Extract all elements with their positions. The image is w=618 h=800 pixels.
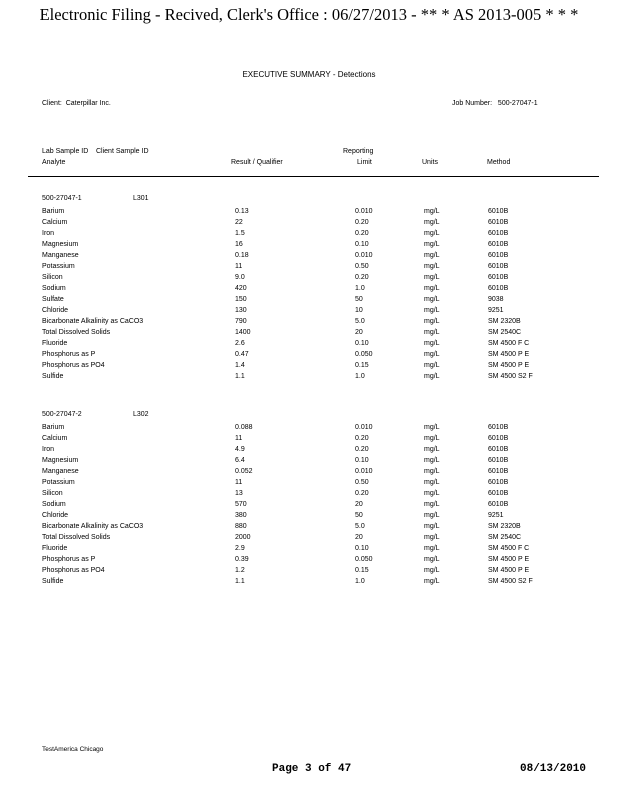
cell-result: 0.13 — [235, 208, 249, 215]
cell-method: 6010B — [488, 241, 509, 248]
cell-method: 6010B — [488, 252, 509, 259]
cell-method: 6010B — [488, 479, 509, 486]
cell-method: 6010B — [488, 501, 509, 508]
cell-analyte: Sulfide — [42, 373, 64, 380]
client-line — [42, 98, 111, 109]
cell-units: mg/L — [424, 307, 440, 314]
header-client-sample-id: Client Sample ID — [96, 148, 149, 155]
cell-units: mg/L — [424, 318, 440, 325]
cell-method: 6010B — [488, 468, 509, 475]
cell-method: 6010B — [488, 263, 509, 270]
cell-analyte: Calcium — [42, 435, 68, 442]
table-row — [0, 239, 618, 250]
table-row — [0, 521, 618, 532]
cell-units: mg/L — [424, 435, 440, 442]
cell-analyte: Magnesium — [42, 457, 79, 464]
table-row — [0, 565, 618, 576]
header-divider — [28, 176, 599, 177]
cell-units: mg/L — [424, 490, 440, 497]
cell-method: 6010B — [488, 219, 509, 226]
cell-limit: 5.0 — [355, 523, 365, 530]
cell-result: 9.0 — [235, 274, 245, 281]
cell-result: 1.2 — [235, 567, 245, 574]
cell-units: mg/L — [424, 545, 440, 552]
cell-result: 880 — [235, 523, 247, 530]
cell-analyte: Sulfide — [42, 578, 64, 585]
cell-method: SM 4500 F C — [488, 340, 530, 347]
cell-analyte: Bicarbonate Alkalinity as CaCO3 — [42, 318, 144, 325]
table-row — [0, 360, 618, 371]
header-limit: Limit — [357, 159, 372, 166]
cell-result: 0.088 — [235, 424, 253, 431]
sample-client-id: L302 — [133, 411, 149, 418]
cell-limit: 0.20 — [355, 219, 369, 226]
cell-method: SM 2320B — [488, 523, 521, 530]
cell-limit: 5.0 — [355, 318, 365, 325]
cell-analyte: Magnesium — [42, 241, 79, 248]
cell-units: mg/L — [424, 263, 440, 270]
table-row — [0, 576, 618, 587]
cell-method: SM 2540C — [488, 534, 522, 541]
table-row — [0, 283, 618, 294]
cell-limit: 0.010 — [355, 252, 373, 259]
cell-units: mg/L — [424, 534, 440, 541]
cell-limit: 0.010 — [355, 208, 373, 215]
cell-result: 2.9 — [235, 545, 245, 552]
cell-method: 6010B — [488, 285, 509, 292]
cell-units: mg/L — [424, 468, 440, 475]
cell-result: 16 — [235, 241, 243, 248]
cell-method: SM 4500 S2 F — [488, 373, 533, 380]
cell-analyte: Fluoride — [42, 340, 68, 347]
cell-method: SM 2540C — [488, 329, 522, 336]
header-method: Method — [487, 159, 511, 166]
cell-method: SM 4500 P E — [488, 556, 530, 563]
table-row — [0, 349, 618, 360]
cell-limit: 1.0 — [355, 285, 365, 292]
cell-analyte: Calcium — [42, 219, 68, 226]
job-number-line — [452, 98, 538, 109]
cell-analyte: Total Dissolved Solids — [42, 329, 111, 336]
cell-analyte: Phosphorus as PO4 — [42, 362, 105, 369]
cell-limit: 0.15 — [355, 362, 369, 369]
cell-limit: 0.50 — [355, 479, 369, 486]
client-label: Client: — [42, 100, 62, 107]
job-label: Job Number: — [452, 100, 493, 107]
cell-method: SM 2320B — [488, 318, 521, 325]
cell-method: 6010B — [488, 274, 509, 281]
table-row — [0, 488, 618, 499]
cell-result: 790 — [235, 318, 247, 325]
cell-units: mg/L — [424, 252, 440, 259]
cell-analyte: Silicon — [42, 274, 63, 281]
cell-limit: 50 — [355, 296, 363, 303]
cell-limit: 0.050 — [355, 556, 373, 563]
cell-method: 6010B — [488, 208, 509, 215]
cell-units: mg/L — [424, 373, 440, 380]
table-row — [0, 272, 618, 283]
cell-method: 6010B — [488, 446, 509, 453]
cell-analyte: Phosphorus as P — [42, 556, 96, 563]
cell-units: mg/L — [424, 219, 440, 226]
lab-name-footer: TestAmerica Chicago — [42, 746, 104, 753]
cell-result: 13 — [235, 490, 243, 497]
cell-method: 9251 — [488, 512, 504, 519]
cell-result: 4.9 — [235, 446, 245, 453]
cell-units: mg/L — [424, 274, 440, 281]
cell-result: 130 — [235, 307, 247, 314]
table-row — [0, 433, 618, 444]
cell-result: 1.5 — [235, 230, 245, 237]
cell-result: 420 — [235, 285, 247, 292]
cell-analyte: Bicarbonate Alkalinity as CaCO3 — [42, 523, 144, 530]
cell-units: mg/L — [424, 512, 440, 519]
cell-result: 1.1 — [235, 578, 245, 585]
cell-analyte: Chloride — [42, 512, 69, 519]
cell-limit: 0.010 — [355, 424, 373, 431]
table-row — [0, 228, 618, 239]
cell-analyte: Chloride — [42, 307, 69, 314]
cell-analyte: Iron — [42, 446, 55, 453]
cell-units: mg/L — [424, 362, 440, 369]
cell-units: mg/L — [424, 457, 440, 464]
cell-units: mg/L — [424, 208, 440, 215]
table-row — [0, 371, 618, 382]
cell-limit: 0.10 — [355, 545, 369, 552]
cell-analyte: Phosphorus as PO4 — [42, 567, 105, 574]
cell-limit: 50 — [355, 512, 363, 519]
cell-limit: 20 — [355, 534, 363, 541]
cell-limit: 0.20 — [355, 435, 369, 442]
cell-limit: 0.050 — [355, 351, 373, 358]
cell-units: mg/L — [424, 241, 440, 248]
cell-result: 11 — [235, 479, 243, 486]
cell-limit: 0.15 — [355, 567, 369, 574]
cell-analyte: Sulfate — [42, 296, 64, 303]
cell-units: mg/L — [424, 501, 440, 508]
table-row — [0, 477, 618, 488]
cell-analyte: Manganese — [42, 252, 79, 259]
header-units: Units — [422, 159, 438, 166]
header-lab-sample-id: Lab Sample ID — [42, 148, 89, 155]
cell-units: mg/L — [424, 296, 440, 303]
cell-method: 6010B — [488, 230, 509, 237]
cell-limit: 0.50 — [355, 263, 369, 270]
cell-analyte: Silicon — [42, 490, 63, 497]
cell-analyte: Potassium — [42, 479, 75, 486]
cell-result: 0.39 — [235, 556, 249, 563]
filing-banner: Electronic Filing - Recived, Clerk's Office : 06/27/2013 - ** * AS 2013-005 * * * — [39, 5, 579, 24]
cell-method: SM 4500 P E — [488, 351, 530, 358]
cell-limit: 0.20 — [355, 446, 369, 453]
header-result: Result / Qualifier — [231, 159, 283, 166]
cell-result: 0.052 — [235, 468, 253, 475]
cell-analyte: Manganese — [42, 468, 79, 475]
cell-limit: 20 — [355, 501, 363, 508]
table-row — [0, 316, 618, 327]
cell-method: SM 4500 P E — [488, 362, 530, 369]
cell-method: SM 4500 F C — [488, 545, 530, 552]
cell-limit: 20 — [355, 329, 363, 336]
cell-method: 9038 — [488, 296, 504, 303]
cell-analyte: Phosphorus as P — [42, 351, 96, 358]
cell-limit: 0.20 — [355, 490, 369, 497]
header-analyte: Analyte — [42, 159, 66, 166]
cell-analyte: Fluoride — [42, 545, 68, 552]
cell-limit: 0.010 — [355, 468, 373, 475]
cell-analyte: Barium — [42, 424, 65, 431]
cell-result: 22 — [235, 219, 243, 226]
cell-limit: 1.0 — [355, 373, 365, 380]
cell-units: mg/L — [424, 329, 440, 336]
cell-result: 2.6 — [235, 340, 245, 347]
table-row — [0, 250, 618, 261]
job-value: 500-27047-1 — [497, 100, 538, 107]
table-row — [0, 499, 618, 510]
cell-result: 0.47 — [235, 351, 249, 358]
cell-method: SM 4500 S2 F — [488, 578, 533, 585]
cell-units: mg/L — [424, 479, 440, 486]
cell-result: 6.4 — [235, 457, 245, 464]
cell-units: mg/L — [424, 578, 440, 585]
cell-limit: 0.10 — [355, 340, 369, 347]
table-row — [0, 305, 618, 316]
footer-date: 08/13/2010 — [520, 763, 587, 775]
cell-result: 570 — [235, 501, 247, 508]
cell-units: mg/L — [424, 340, 440, 347]
cell-analyte: Iron — [42, 230, 55, 237]
table-row — [0, 261, 618, 272]
cell-limit: 0.10 — [355, 241, 369, 248]
table-row — [0, 422, 618, 433]
cell-result: 0.18 — [235, 252, 249, 259]
cell-units: mg/L — [424, 567, 440, 574]
cell-units: mg/L — [424, 230, 440, 237]
table-row — [0, 466, 618, 477]
table-row — [0, 554, 618, 565]
cell-result: 2000 — [235, 534, 251, 541]
table-row — [0, 338, 618, 349]
cell-units: mg/L — [424, 446, 440, 453]
cell-analyte: Barium — [42, 208, 65, 215]
cell-result: 150 — [235, 296, 247, 303]
cell-result: 1.4 — [235, 362, 245, 369]
cell-method: SM 4500 P E — [488, 567, 530, 574]
cell-result: 11 — [235, 263, 243, 270]
cell-method: 6010B — [488, 435, 509, 442]
cell-limit: 10 — [355, 307, 363, 314]
cell-result: 380 — [235, 512, 247, 519]
table-row — [0, 455, 618, 466]
table-row — [0, 510, 618, 521]
cell-units: mg/L — [424, 285, 440, 292]
cell-analyte: Sodium — [42, 285, 66, 292]
sample-client-id: L301 — [133, 195, 149, 202]
cell-method: 6010B — [488, 490, 509, 497]
cell-result: 11 — [235, 435, 243, 442]
cell-units: mg/L — [424, 523, 440, 530]
header-reporting: Reporting — [343, 148, 374, 155]
cell-analyte: Total Dissolved Solids — [42, 534, 111, 541]
table-row — [0, 294, 618, 305]
page-number: Page 3 of 47 — [272, 763, 352, 775]
cell-limit: 1.0 — [355, 578, 365, 585]
cell-units: mg/L — [424, 424, 440, 431]
sample-lab-id: 500-27047-1 — [42, 195, 82, 202]
cell-limit: 0.20 — [355, 230, 369, 237]
table-row — [0, 217, 618, 228]
table-row — [0, 532, 618, 543]
table-row — [0, 444, 618, 455]
cell-analyte: Sodium — [42, 501, 66, 508]
client-value: Caterpillar Inc. — [65, 100, 111, 107]
cell-units: mg/L — [424, 556, 440, 563]
cell-method: 6010B — [488, 457, 509, 464]
cell-result: 1400 — [235, 329, 251, 336]
table-row — [0, 327, 618, 338]
table-row — [0, 206, 618, 217]
cell-limit: 0.10 — [355, 457, 369, 464]
cell-limit: 0.20 — [355, 274, 369, 281]
page-title: EXECUTIVE SUMMARY - Detections — [242, 70, 376, 79]
cell-method: 9251 — [488, 307, 504, 314]
table-row — [0, 543, 618, 554]
cell-units: mg/L — [424, 351, 440, 358]
cell-result: 1.1 — [235, 373, 245, 380]
cell-method: 6010B — [488, 424, 509, 431]
cell-analyte: Potassium — [42, 263, 75, 270]
sample-lab-id: 500-27047-2 — [42, 411, 82, 418]
